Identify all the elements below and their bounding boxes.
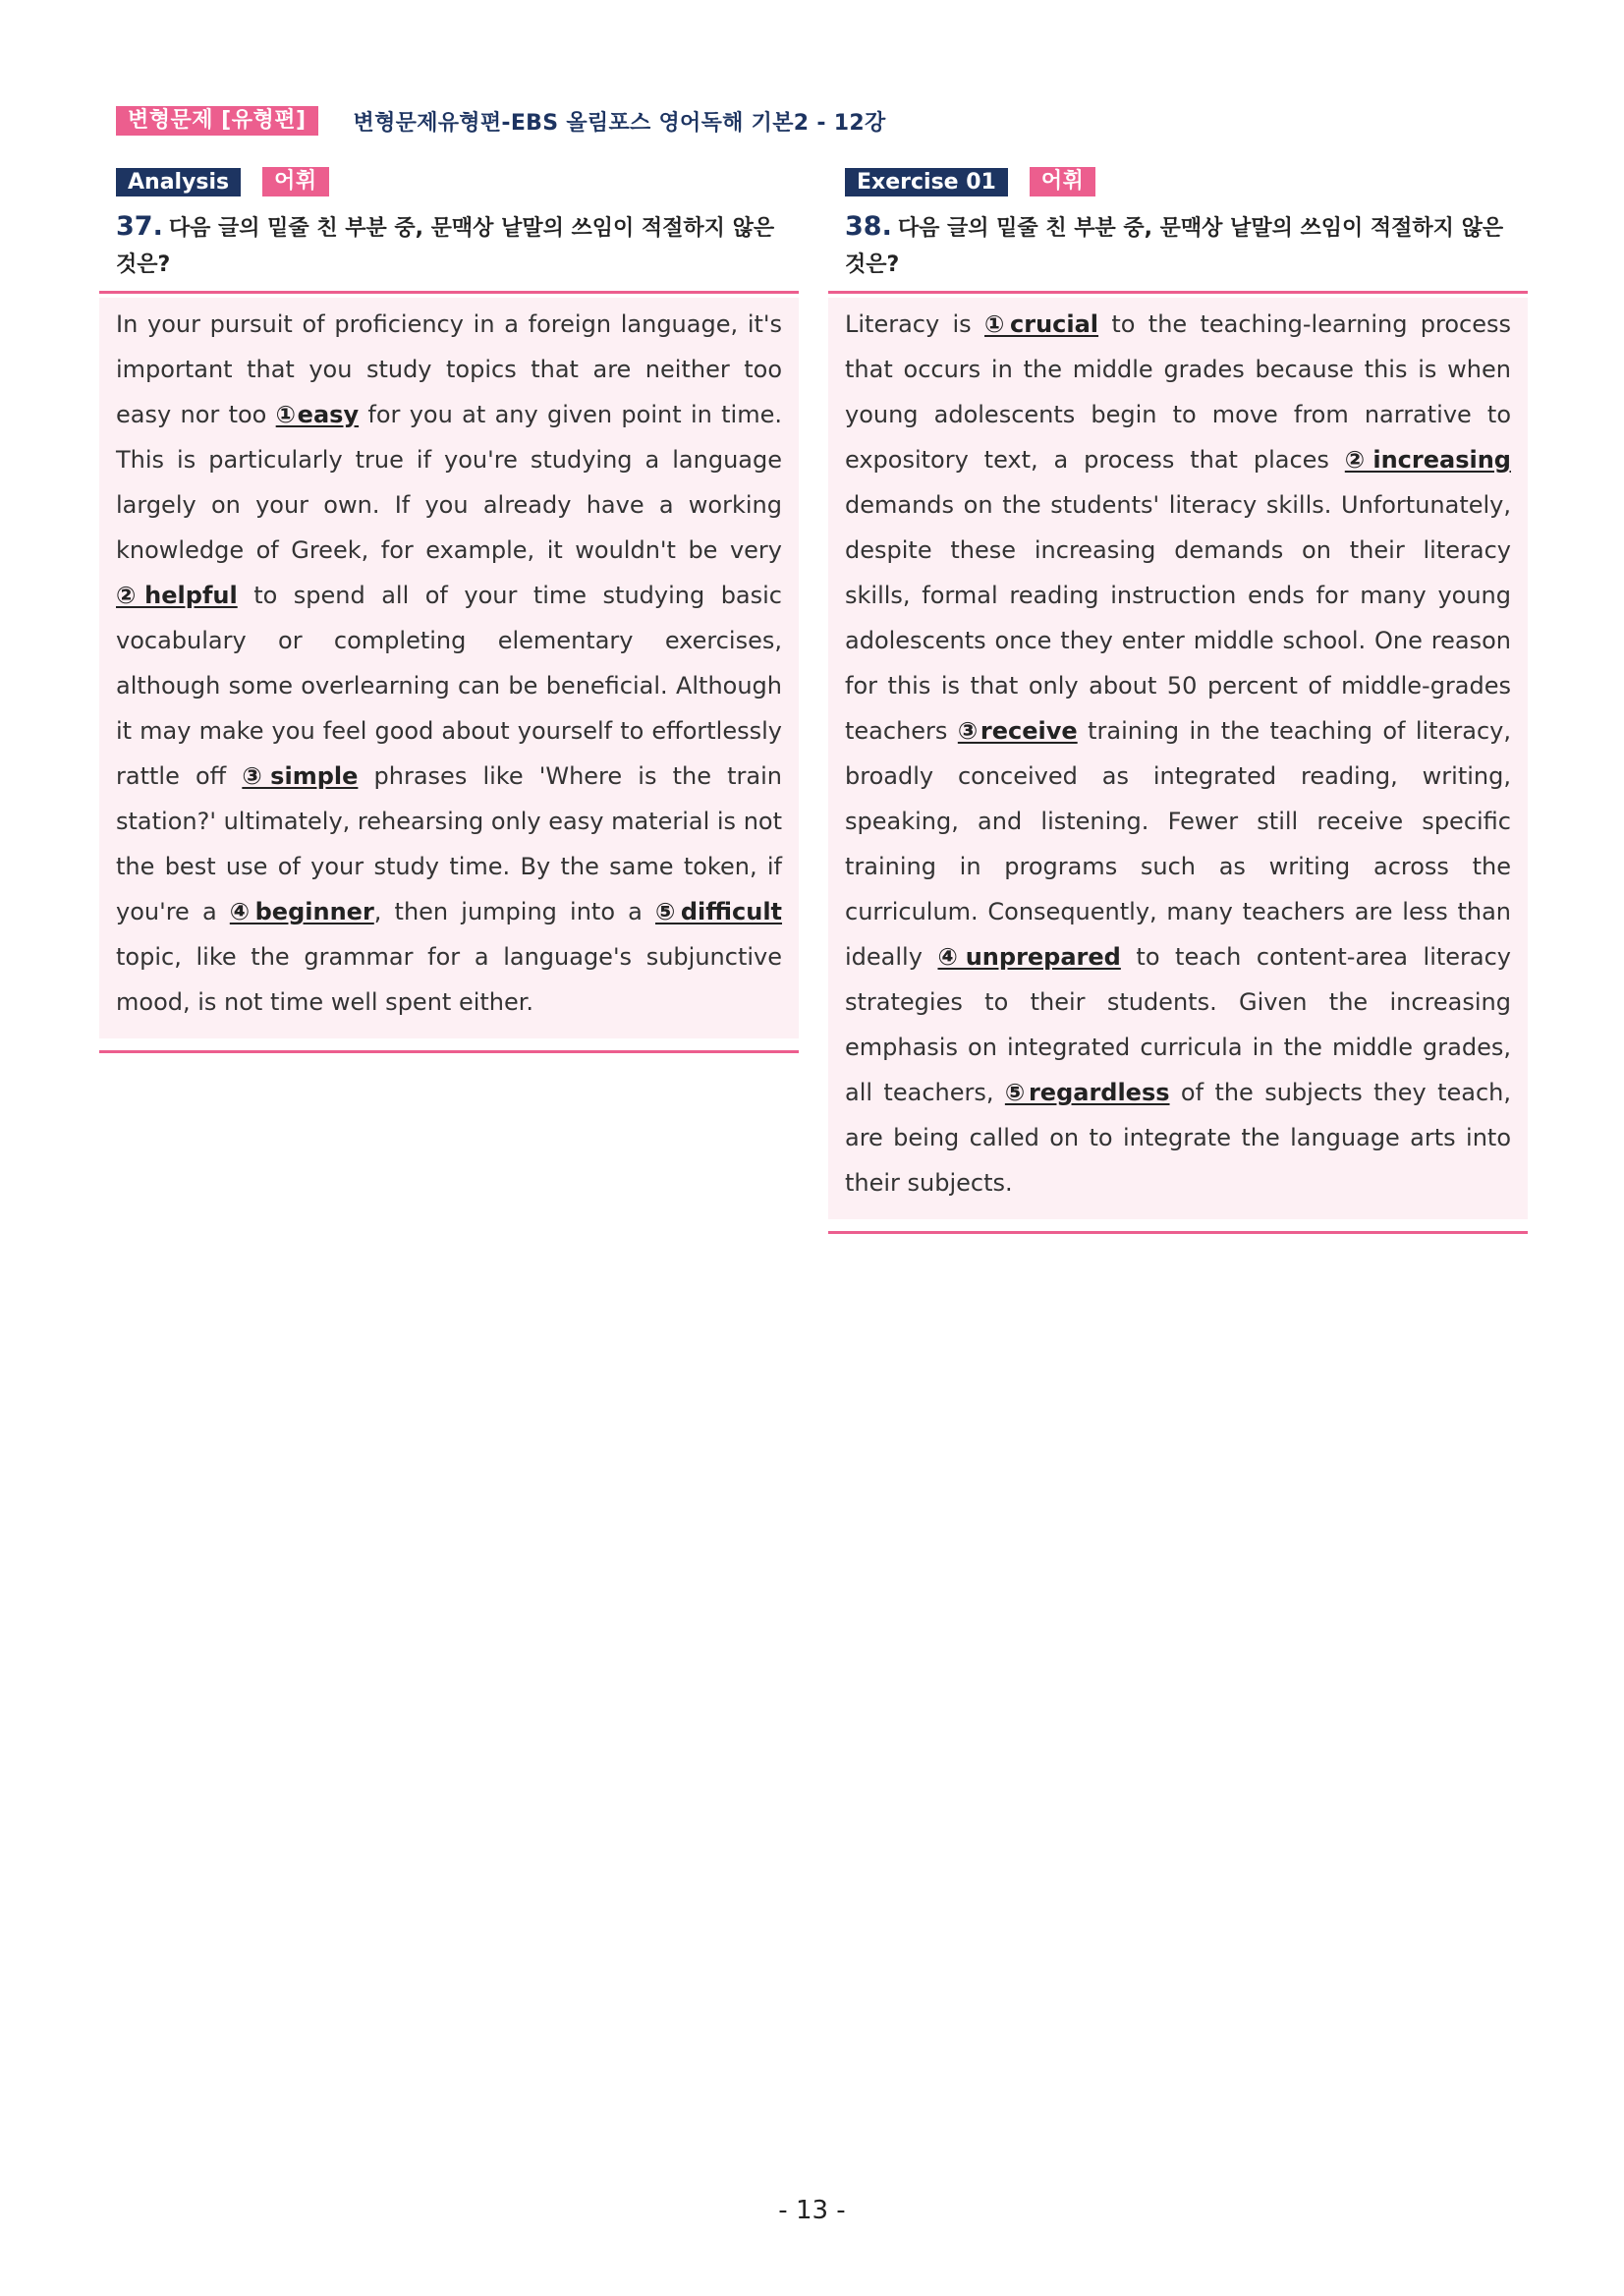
question-tags [845, 169, 1528, 195]
passage-text [116, 302, 782, 1025]
underlined-choice: ⑤regardless [1004, 1079, 1170, 1106]
underlined-choice: ③simple [242, 762, 359, 790]
underlined-choice: ③receive [957, 717, 1078, 745]
vocab-tag: 어휘 [262, 167, 329, 196]
vocab-tag: 어휘 [1030, 167, 1096, 196]
passage-box [828, 291, 1528, 1234]
passage-segment: to teach content-area literacy strategies to their students. Given the increasing emphasis on integrated curricula in the middle grades, all teachers, [845, 943, 1512, 1106]
passage-segment: to spend all of your time studying basic vocabulary or completing elementary exercises, although some overlearning can be beneficial. Although it may make you feel good about yourself to effortlessly rattle off [116, 582, 782, 790]
underlined-choice: ②helpful [116, 582, 238, 609]
underlined-choice: ④beginner [229, 898, 374, 925]
passage-segment: topic, like the grammar for a language's subjunctive mood, is not time well spent either. [116, 943, 782, 1016]
underlined-choice: ②increasing [1344, 446, 1511, 474]
question-text: 다음 글의 밑줄 친 부분 중, 문맥상 낱말의 쓰임이 적절하지 않은 것은? [845, 216, 1504, 277]
passage-segment: training in the teaching of literacy, broadly conceived as integrated reading, writing, speaking, and listening. Fewer still receive specific training in programs such as writing across the curriculum. Consequently, many teachers are less than ideally [845, 717, 1511, 971]
page-header [116, 104, 886, 138]
passage-segment: , then jumping into a [373, 898, 655, 925]
question-number: 37. [116, 211, 163, 242]
question-tags [116, 169, 799, 195]
question-heading [116, 208, 794, 283]
question-text: 다음 글의 밑줄 친 부분 중, 문맥상 낱말의 쓰임이 적절하지 않은 것은? [116, 216, 775, 277]
category-badge: 변형문제 [유형편] [116, 106, 318, 136]
underlined-choice: ①easy [275, 401, 360, 428]
document-title: 변형문제유형편-EBS 올림포스 영어독해 기본2 - 12강 [353, 110, 886, 136]
question-heading [845, 208, 1523, 283]
passage-segment: Literacy is [845, 310, 984, 338]
exercise-tag: Exercise 01 [845, 168, 1008, 196]
analysis-tag: Analysis [116, 168, 241, 196]
passage-segment: of the subjects they teach, are being called on to integrate the language arts into their subjects. [845, 1079, 1511, 1197]
passage-box [99, 291, 799, 1053]
underlined-choice: ①crucial [984, 310, 1099, 338]
passage-segment: In your pursuit of proficiency in a foreign language, it's important that you study topics that are neither too easy nor too [116, 310, 782, 428]
passage-segment: phrases like 'Where is the train station?' ultimately, rehearsing only easy material is not the best use of your study time. By the same token, if you're a [116, 762, 783, 925]
page-number: - 13 - [778, 2196, 846, 2225]
right-column [828, 169, 1528, 1234]
passage-segment: to the teaching-learning process that occurs in the middle grades because this is when young adolescents begin to move from narrative to expository text, a process that places [845, 310, 1512, 474]
left-column [99, 169, 799, 1053]
underlined-choice: ⑤difficult [655, 898, 783, 925]
passage-segment: demands on the students' literacy skills. Unfortunately, despite these increasing demands on their literacy skills, formal reading instruction ends for many young adolescents once they enter middle school. One reason for this is that only about 50 percent of middle-grades teachers [845, 491, 1511, 745]
passage-text [845, 302, 1511, 1205]
passage-segment: for you at any given point in time. This is particularly true if you're studying a language largely on your own. If you already have a working knowledge of Greek, for example, it wouldn't be very [116, 401, 782, 564]
underlined-choice: ④unprepared [937, 943, 1121, 971]
question-number: 38. [845, 211, 892, 242]
